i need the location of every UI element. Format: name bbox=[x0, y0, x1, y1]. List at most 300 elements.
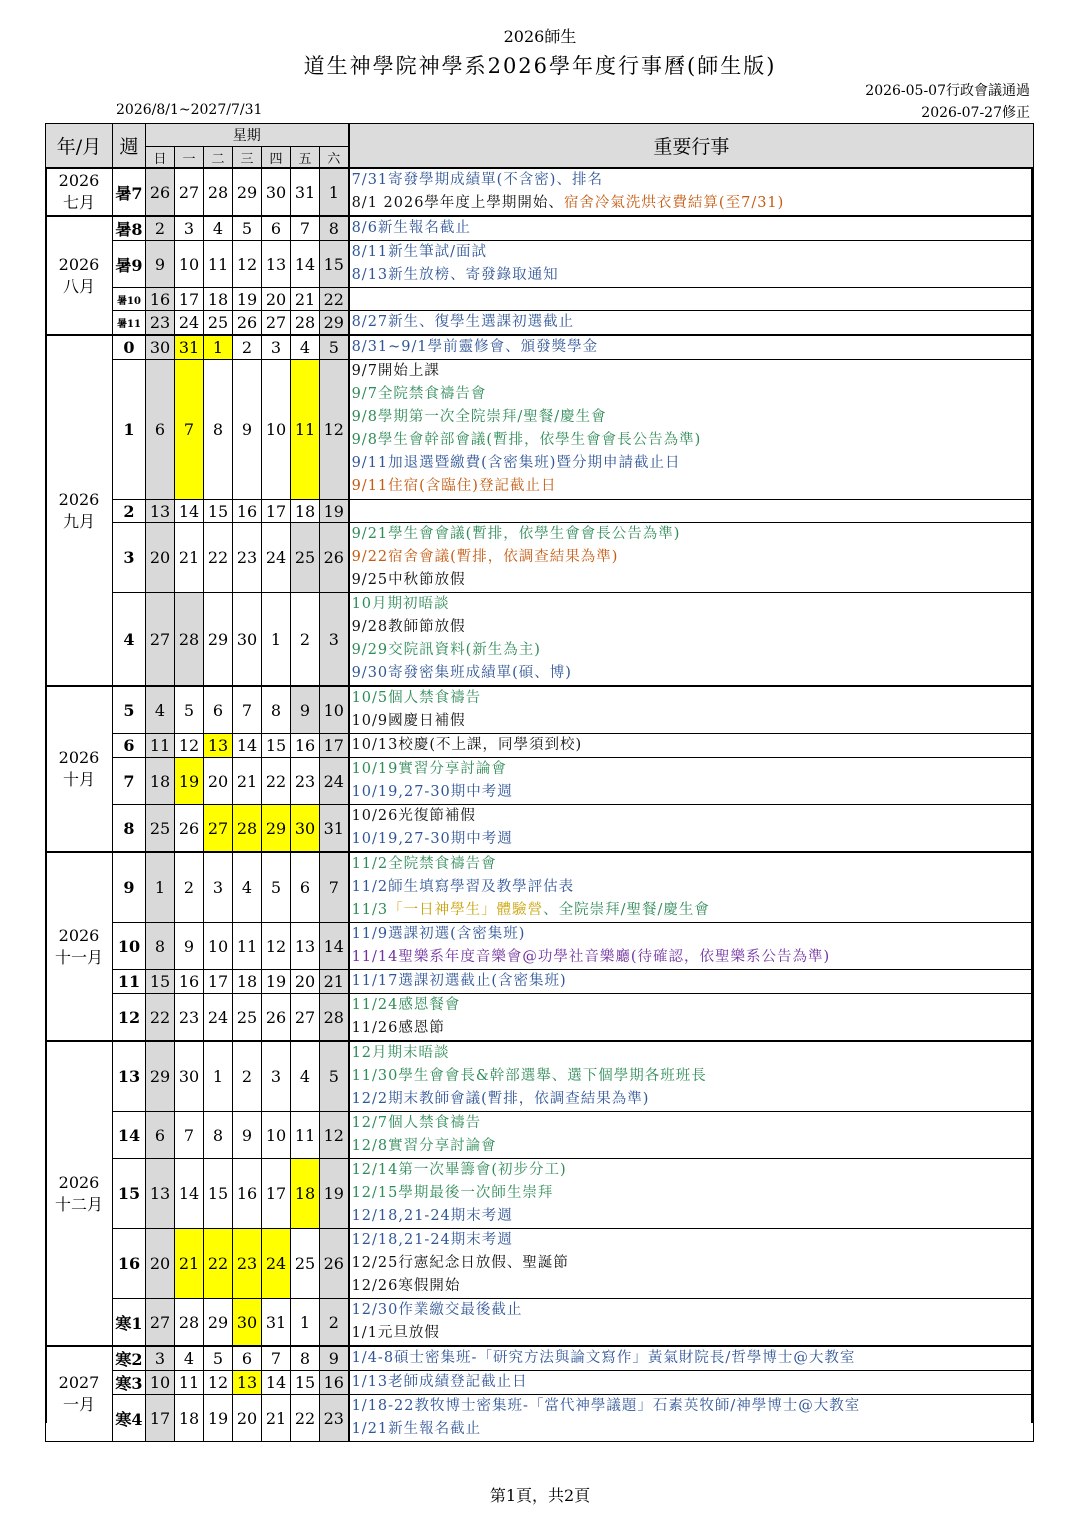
day-cell: 11 bbox=[204, 241, 233, 288]
day-cell: 30 bbox=[233, 593, 262, 687]
event-item: 12/14第一次畢籌會(初步分工) bbox=[351, 1162, 567, 1178]
day-cell: 15 bbox=[262, 734, 291, 758]
day-cell: 6 bbox=[233, 1346, 262, 1371]
event-item: 7/31寄發學期成績單(不含密)、排名 bbox=[351, 172, 603, 188]
day-cell: 29 bbox=[320, 311, 349, 336]
week-row bbox=[46, 1112, 1034, 1159]
day-cell: 20 bbox=[233, 1395, 262, 1442]
day-cell: 8 bbox=[320, 216, 349, 241]
day-cell: 21 bbox=[291, 288, 320, 311]
week-number: 1 bbox=[113, 360, 146, 500]
event-item: 11/14聖樂系年度音樂會@功學社音樂廳(待確認，依聖樂系公告為準) bbox=[351, 949, 831, 965]
day-cell: 3 bbox=[204, 852, 233, 923]
week-row bbox=[46, 593, 1034, 687]
day-cell: 5 bbox=[320, 335, 349, 360]
month-cell bbox=[46, 852, 113, 1041]
day-cell: 11 bbox=[291, 360, 320, 500]
events-cell bbox=[349, 1395, 1034, 1442]
day-cell: 3 bbox=[146, 1346, 175, 1371]
event-item: 11/9選課初選(含密集班) bbox=[351, 926, 526, 942]
week-row bbox=[46, 168, 1034, 216]
day-cell: 20 bbox=[146, 523, 175, 593]
day-cell: 26 bbox=[146, 168, 175, 216]
day-cell: 17 bbox=[262, 500, 291, 523]
week-number: 14 bbox=[113, 1112, 146, 1159]
day-cell: 18 bbox=[175, 1395, 204, 1442]
day-cell: 28 bbox=[204, 168, 233, 216]
event-item: 10/26光復節補假 bbox=[351, 808, 476, 824]
day-cell: 18 bbox=[233, 970, 262, 994]
revision-note: 2026-07-27修正 bbox=[921, 105, 1030, 121]
day-cell: 18 bbox=[204, 288, 233, 311]
month-label: 2026 七月 bbox=[58, 171, 100, 212]
day-cell: 12 bbox=[204, 1371, 233, 1395]
day-cell: 29 bbox=[204, 1299, 233, 1347]
event-item: 11/26感恩節 bbox=[351, 1020, 445, 1036]
day-cell: 28 bbox=[175, 593, 204, 687]
day-cell: 24 bbox=[204, 994, 233, 1042]
events-cell bbox=[349, 335, 1034, 360]
day-cell: 19 bbox=[262, 970, 291, 994]
month-cell bbox=[46, 168, 113, 216]
event-item: 12/15學期最後一次師生崇拜 bbox=[351, 1185, 554, 1201]
day-cell: 16 bbox=[233, 1159, 262, 1229]
week-row bbox=[46, 994, 1034, 1042]
day-cell: 1 bbox=[146, 852, 175, 923]
day-cell: 17 bbox=[204, 970, 233, 994]
week-number: 寒1 bbox=[113, 1299, 146, 1347]
day-cell: 14 bbox=[233, 734, 262, 758]
day-cell: 10 bbox=[204, 923, 233, 970]
month-cell bbox=[46, 1041, 113, 1346]
page-title: 道生神學院神學系2026學年度行事曆(師生版) bbox=[303, 54, 777, 78]
events-cell bbox=[349, 216, 1034, 241]
events-cell bbox=[349, 360, 1034, 500]
day-cell: 16 bbox=[175, 970, 204, 994]
month-label: 2026 十二月 bbox=[54, 1172, 103, 1214]
event-item: 8/27新生、復學生選課初選截止 bbox=[351, 314, 575, 330]
day-cell: 2 bbox=[320, 1299, 349, 1347]
day-cell: 2 bbox=[146, 216, 175, 241]
day-cell: 5 bbox=[204, 1346, 233, 1371]
day-cell: 5 bbox=[175, 686, 204, 734]
day-cell: 25 bbox=[146, 805, 175, 853]
day-cell: 5 bbox=[233, 216, 262, 241]
day-cell: 11 bbox=[291, 1112, 320, 1159]
event-item: 8/13新生放榜、寄發錄取通知 bbox=[351, 267, 559, 283]
week-row bbox=[46, 1159, 1034, 1229]
events-cell bbox=[349, 686, 1034, 734]
week-number: 寒4 bbox=[113, 1395, 146, 1442]
events-cell bbox=[349, 1041, 1034, 1112]
events-cell bbox=[349, 805, 1034, 853]
day-cell: 31 bbox=[175, 335, 204, 360]
day-cell: 23 bbox=[320, 1395, 349, 1442]
week-row bbox=[46, 523, 1034, 593]
day-cell: 27 bbox=[146, 1299, 175, 1347]
day-cell: 6 bbox=[262, 216, 291, 241]
event-item: 12/18,21-24期末考週 bbox=[351, 1208, 513, 1224]
day-cell: 11 bbox=[233, 923, 262, 970]
day-cell: 2 bbox=[175, 852, 204, 923]
day-cell: 24 bbox=[262, 523, 291, 593]
day-cell: 3 bbox=[262, 1041, 291, 1112]
events-cell bbox=[349, 168, 1034, 216]
day-cell: 9 bbox=[146, 241, 175, 288]
event-item bbox=[352, 899, 1034, 922]
weekday-header: 二 bbox=[204, 147, 233, 169]
day-cell: 21 bbox=[262, 1395, 291, 1442]
day-cell: 22 bbox=[262, 758, 291, 805]
day-cell: 6 bbox=[204, 686, 233, 734]
event-text-part: 宿舍冷氣洗烘衣費結算(至7/31) bbox=[563, 195, 785, 211]
week-number: 15 bbox=[113, 1159, 146, 1229]
day-cell: 24 bbox=[175, 311, 204, 336]
event-text-part: 8/1 2026學年度上學期開始、 bbox=[351, 195, 564, 211]
day-cell: 15 bbox=[320, 241, 349, 288]
week-row bbox=[46, 335, 1034, 360]
day-cell: 12 bbox=[320, 1112, 349, 1159]
weekday-header: 三 bbox=[233, 147, 262, 169]
day-cell: 1 bbox=[320, 168, 349, 216]
day-cell: 4 bbox=[175, 1346, 204, 1371]
events-cell bbox=[349, 500, 1034, 523]
event-item: 12/7個人禁食禱告 bbox=[351, 1115, 482, 1131]
day-cell: 9 bbox=[320, 1346, 349, 1371]
day-cell: 25 bbox=[204, 311, 233, 336]
day-cell: 13 bbox=[146, 1159, 175, 1229]
events-cell bbox=[349, 241, 1034, 288]
day-cell: 4 bbox=[291, 1041, 320, 1112]
week-row bbox=[46, 311, 1034, 336]
month-label: 2026 八月 bbox=[58, 254, 100, 296]
day-cell: 28 bbox=[175, 1299, 204, 1347]
event-item: 9/8學期第一次全院崇拜/聖餐/慶生會 bbox=[351, 409, 607, 425]
day-cell: 15 bbox=[146, 970, 175, 994]
events-cell bbox=[349, 1299, 1034, 1347]
day-cell: 19 bbox=[320, 500, 349, 523]
day-cell: 7 bbox=[291, 216, 320, 241]
events-cell bbox=[349, 1346, 1034, 1371]
day-cell: 1 bbox=[291, 1299, 320, 1347]
day-cell: 19 bbox=[175, 758, 204, 805]
event-item: 12/18,21-24期末考週 bbox=[351, 1232, 513, 1248]
day-cell: 18 bbox=[146, 758, 175, 805]
event-item: 9/29交院訊資料(新生為主) bbox=[351, 642, 541, 658]
day-cell: 13 bbox=[233, 1371, 262, 1395]
events-cell bbox=[349, 1371, 1034, 1395]
day-cell: 23 bbox=[233, 1229, 262, 1299]
week-row bbox=[46, 970, 1034, 994]
week-number: 寒3 bbox=[113, 1371, 146, 1395]
week-row bbox=[46, 241, 1034, 288]
day-cell: 20 bbox=[291, 970, 320, 994]
event-item: 1/18-22教牧博士密集班-「當代神學議題」石素英牧師/神學博士@大教室 bbox=[351, 1398, 861, 1414]
day-cell: 19 bbox=[233, 288, 262, 311]
week-row bbox=[46, 852, 1034, 923]
event-text-part: 、全院崇拜/聖餐/慶生會 bbox=[543, 902, 710, 918]
day-cell: 27 bbox=[204, 805, 233, 853]
event-item: 12/26寒假開始 bbox=[351, 1278, 461, 1294]
week-number: 暑8 bbox=[113, 216, 146, 241]
day-cell: 15 bbox=[291, 1371, 320, 1395]
day-cell: 18 bbox=[291, 1159, 320, 1229]
event-item: 11/24感恩餐會 bbox=[351, 997, 461, 1013]
week-number: 8 bbox=[113, 805, 146, 853]
week-row bbox=[46, 1229, 1034, 1299]
week-row bbox=[46, 216, 1034, 241]
events-header: 重要行事 bbox=[349, 124, 1034, 169]
day-cell: 27 bbox=[262, 311, 291, 336]
day-cell: 29 bbox=[233, 168, 262, 216]
week-row bbox=[46, 1299, 1034, 1347]
day-cell: 22 bbox=[146, 994, 175, 1042]
day-cell: 13 bbox=[262, 241, 291, 288]
day-cell: 30 bbox=[175, 1041, 204, 1112]
week-row bbox=[46, 1041, 1034, 1112]
day-cell: 25 bbox=[291, 523, 320, 593]
day-cell: 19 bbox=[204, 1395, 233, 1442]
week-row bbox=[46, 758, 1034, 805]
event-item: 11/30學生會會長&幹部選舉、選下個學期各班班長 bbox=[351, 1068, 707, 1084]
month-label: 2026 九月 bbox=[58, 489, 100, 531]
event-item: 9/30寄發密集班成績單(碩、博) bbox=[351, 665, 572, 681]
day-cell: 9 bbox=[175, 923, 204, 970]
day-cell: 10 bbox=[175, 241, 204, 288]
event-item: 1/1元旦放假 bbox=[351, 1325, 440, 1341]
week-row bbox=[46, 1395, 1034, 1442]
day-cell: 15 bbox=[204, 500, 233, 523]
day-cell: 7 bbox=[233, 686, 262, 734]
day-cell: 21 bbox=[233, 758, 262, 805]
day-cell: 9 bbox=[291, 686, 320, 734]
week-number: 6 bbox=[113, 734, 146, 758]
day-cell: 22 bbox=[204, 1229, 233, 1299]
day-cell: 8 bbox=[204, 360, 233, 500]
day-cell: 23 bbox=[175, 994, 204, 1042]
weekday-group-header: 星期 bbox=[146, 124, 349, 147]
day-cell: 16 bbox=[320, 1371, 349, 1395]
day-cell: 4 bbox=[291, 335, 320, 360]
week-number: 2 bbox=[113, 500, 146, 523]
day-cell: 5 bbox=[320, 1041, 349, 1112]
day-cell: 2 bbox=[291, 593, 320, 687]
day-cell: 12 bbox=[233, 241, 262, 288]
day-cell: 10 bbox=[262, 1112, 291, 1159]
day-cell: 8 bbox=[262, 686, 291, 734]
events-cell bbox=[349, 852, 1034, 923]
event-item: 12/25行憲紀念日放假、聖誕節 bbox=[351, 1255, 569, 1271]
month-label: 2026 十月 bbox=[58, 748, 100, 789]
calendar-body bbox=[46, 168, 1034, 1442]
day-cell: 21 bbox=[175, 523, 204, 593]
day-cell: 22 bbox=[320, 288, 349, 311]
day-cell: 20 bbox=[262, 288, 291, 311]
week-number: 寒2 bbox=[113, 1346, 146, 1371]
day-cell: 18 bbox=[291, 500, 320, 523]
events-cell bbox=[349, 734, 1034, 758]
events-cell bbox=[349, 1112, 1034, 1159]
day-cell: 9 bbox=[233, 360, 262, 500]
day-cell: 26 bbox=[320, 1229, 349, 1299]
day-cell: 14 bbox=[175, 500, 204, 523]
weekday-header: 四 bbox=[262, 147, 291, 169]
day-cell: 30 bbox=[146, 335, 175, 360]
event-item: 11/2師生填寫學習及教學評估表 bbox=[351, 879, 575, 895]
day-cell: 17 bbox=[262, 1159, 291, 1229]
week-number: 3 bbox=[113, 523, 146, 593]
events-cell bbox=[349, 593, 1034, 687]
day-cell: 2 bbox=[233, 1041, 262, 1112]
events-cell bbox=[349, 758, 1034, 805]
day-cell: 10 bbox=[262, 360, 291, 500]
event-item: 12月期末晤談 bbox=[351, 1045, 450, 1061]
day-cell: 6 bbox=[291, 852, 320, 923]
day-cell: 14 bbox=[320, 923, 349, 970]
day-cell: 3 bbox=[175, 216, 204, 241]
event-item: 9/7開始上課 bbox=[351, 363, 440, 379]
day-cell: 4 bbox=[146, 686, 175, 734]
events-cell bbox=[349, 994, 1034, 1042]
day-cell: 23 bbox=[146, 311, 175, 336]
day-cell: 16 bbox=[233, 500, 262, 523]
day-cell: 29 bbox=[146, 1041, 175, 1112]
event-item: 1/13老師成績登記截止日 bbox=[351, 1374, 528, 1390]
event-item: 10月期初晤談 bbox=[351, 596, 450, 612]
day-cell: 16 bbox=[291, 734, 320, 758]
event-item: 1/21新生報名截止 bbox=[351, 1421, 482, 1437]
day-cell: 26 bbox=[175, 805, 204, 853]
day-cell: 7 bbox=[320, 852, 349, 923]
day-cell: 12 bbox=[320, 360, 349, 500]
day-cell: 17 bbox=[320, 734, 349, 758]
day-cell: 26 bbox=[233, 311, 262, 336]
day-cell: 7 bbox=[262, 1346, 291, 1371]
day-cell: 3 bbox=[320, 593, 349, 687]
day-cell: 26 bbox=[320, 523, 349, 593]
week-number: 4 bbox=[113, 593, 146, 687]
weekday-header: 日 bbox=[146, 147, 175, 169]
page-footer: 第1頁，共2頁 bbox=[489, 1486, 591, 1505]
year-month-header: 年/月 bbox=[46, 124, 113, 169]
day-cell: 4 bbox=[233, 852, 262, 923]
day-cell: 24 bbox=[262, 1229, 291, 1299]
day-cell: 26 bbox=[262, 994, 291, 1042]
month-cell bbox=[46, 335, 113, 686]
day-cell: 9 bbox=[233, 1112, 262, 1159]
day-cell: 11 bbox=[146, 734, 175, 758]
month-cell bbox=[46, 216, 113, 335]
day-cell: 31 bbox=[262, 1299, 291, 1347]
day-cell: 8 bbox=[291, 1346, 320, 1371]
day-cell: 21 bbox=[320, 970, 349, 994]
day-cell: 31 bbox=[320, 805, 349, 853]
day-cell: 30 bbox=[291, 805, 320, 853]
week-number: 12 bbox=[113, 994, 146, 1042]
day-cell: 1 bbox=[204, 335, 233, 360]
events-cell bbox=[349, 923, 1034, 970]
event-item: 9/25中秋節放假 bbox=[351, 572, 466, 588]
week-number: 13 bbox=[113, 1041, 146, 1112]
week-row bbox=[46, 923, 1034, 970]
day-cell: 25 bbox=[291, 1229, 320, 1299]
event-item: 10/19,27-30期中考週 bbox=[351, 784, 513, 800]
week-row bbox=[46, 1371, 1034, 1395]
day-cell: 20 bbox=[204, 758, 233, 805]
day-cell: 29 bbox=[262, 805, 291, 853]
day-cell: 16 bbox=[146, 288, 175, 311]
day-cell: 27 bbox=[291, 994, 320, 1042]
day-cell: 1 bbox=[262, 593, 291, 687]
week-row bbox=[46, 686, 1034, 734]
week-row bbox=[46, 360, 1034, 500]
day-cell: 17 bbox=[146, 1395, 175, 1442]
event-item: 1/4-8碩士密集班-「研究方法與論文寫作」黃氣財院長/哲學博士@大教室 bbox=[351, 1350, 856, 1366]
day-cell: 28 bbox=[233, 805, 262, 853]
day-cell: 14 bbox=[262, 1371, 291, 1395]
week-number: 5 bbox=[113, 686, 146, 734]
month-label: 2027 一月 bbox=[58, 1373, 100, 1414]
day-cell: 13 bbox=[204, 734, 233, 758]
week-row bbox=[46, 734, 1034, 758]
event-item: 10/9國慶日補假 bbox=[351, 713, 466, 729]
events-cell bbox=[349, 1229, 1034, 1299]
calendar-table-wrap bbox=[45, 123, 1033, 1437]
day-cell: 28 bbox=[291, 311, 320, 336]
event-item: 9/22宿舍會議(暫排，依調查結果為準) bbox=[351, 549, 619, 565]
day-cell: 8 bbox=[204, 1112, 233, 1159]
week-number: 暑7 bbox=[113, 168, 146, 216]
weekday-header: 六 bbox=[320, 147, 349, 169]
event-item: 10/5個人禁食禱告 bbox=[351, 690, 482, 706]
events-cell bbox=[349, 523, 1034, 593]
event-item: 8/6新生報名截止 bbox=[351, 220, 471, 236]
week-number: 7 bbox=[113, 758, 146, 805]
week-number: 11 bbox=[113, 970, 146, 994]
event-item: 9/11住宿(含臨住)登記截止日 bbox=[351, 478, 557, 494]
weekday-header: 一 bbox=[175, 147, 204, 169]
event-item: 12/30作業繳交最後截止 bbox=[351, 1302, 523, 1318]
week-number: 0 bbox=[113, 335, 146, 360]
date-range: 2026/8/1~2027/7/31 bbox=[116, 102, 263, 118]
day-cell: 14 bbox=[175, 1159, 204, 1229]
week-number: 暑9 bbox=[113, 241, 146, 288]
event-item: 9/21學生會會議(暫排，依學生會會長公告為準) bbox=[351, 526, 681, 542]
month-cell bbox=[46, 686, 113, 852]
event-item: 11/2全院禁食禱告會 bbox=[351, 856, 497, 872]
day-cell: 19 bbox=[320, 1159, 349, 1229]
day-cell: 4 bbox=[204, 216, 233, 241]
week-row bbox=[46, 1346, 1034, 1371]
event-item: 10/19實習分享討論會 bbox=[351, 761, 507, 777]
week-header: 週 bbox=[113, 124, 146, 169]
day-cell: 14 bbox=[291, 241, 320, 288]
top-label: 2026師生 bbox=[503, 27, 577, 46]
day-cell: 24 bbox=[320, 758, 349, 805]
day-cell: 22 bbox=[291, 1395, 320, 1442]
day-cell: 30 bbox=[233, 1299, 262, 1347]
events-cell bbox=[349, 970, 1034, 994]
weekday-header: 五 bbox=[291, 147, 320, 169]
events-cell bbox=[349, 311, 1034, 336]
day-cell: 13 bbox=[291, 923, 320, 970]
event-item bbox=[352, 192, 1034, 215]
day-cell: 28 bbox=[320, 994, 349, 1042]
event-item: 8/11新生筆試/面試 bbox=[351, 244, 488, 260]
event-text-part: 11/3 bbox=[351, 902, 389, 918]
day-cell: 20 bbox=[146, 1229, 175, 1299]
day-cell: 29 bbox=[204, 593, 233, 687]
